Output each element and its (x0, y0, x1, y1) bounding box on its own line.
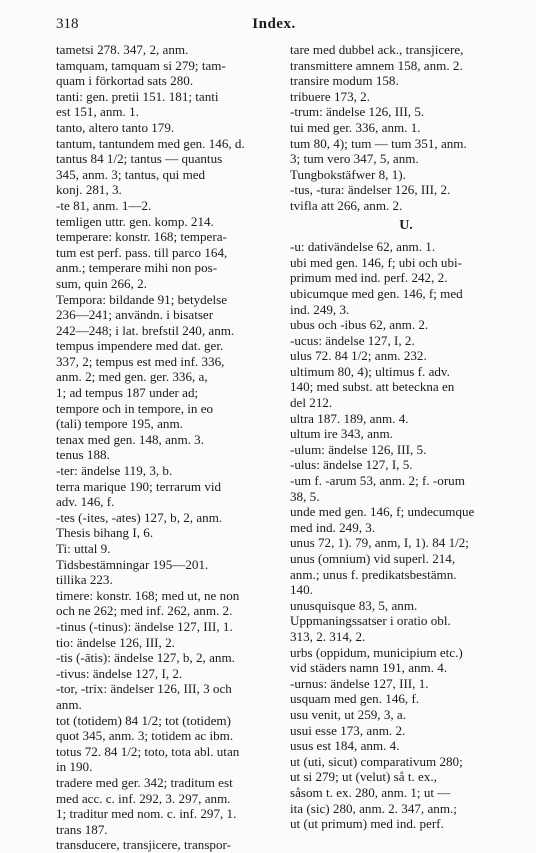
index-line: usquam med gen. 146, f. (290, 691, 420, 707)
index-line: quam i förkortad sats 280. (56, 73, 194, 89)
index-line: 1; traditur med nom. c. inf. 297, 1. (56, 806, 237, 822)
index-line: temligen uttr. gen. komp. 214. (56, 213, 214, 229)
index-line: 236—241; användn. i bisatser (56, 307, 214, 323)
index-line: usui esse 173, anm. 2. (290, 722, 406, 738)
index-line: tantum, tantundem med gen. 146, d. (56, 135, 245, 151)
index-line: -ter: ändelse 119, 3, b. (56, 463, 173, 479)
index-line: 313, 2. 314, 2. (290, 628, 366, 644)
left-column (56, 42, 288, 853)
index-line: 140; med subst. att beteckna en (290, 379, 455, 395)
index-line: -tinus (-tinus): ändelse 127, III, 1. (56, 618, 233, 634)
index-line: tempore och in tempore, in eo (56, 400, 214, 416)
index-line: tradere med ger. 342; traditum est (56, 774, 233, 790)
index-line: sum, quin 266, 2. (56, 275, 147, 291)
index-line: del 212. (290, 395, 333, 411)
index-line: (tali) tempore 195, anm. (56, 416, 183, 432)
index-line: vid städers namn 191, anm. 4. (290, 660, 448, 676)
index-line: anm. 2; med gen. ger. 336, a, (56, 369, 208, 385)
index-line: och ne 262; med inf. 262, anm. 2. (56, 603, 233, 619)
index-line: tio: ändelse 126, III, 2. (56, 634, 175, 650)
index-line: tanto, altero tanto 179. (56, 119, 175, 135)
index-line: Tidsbestämningar 195—201. (56, 556, 209, 572)
index-line: med ind. 249, 3. (290, 519, 376, 535)
index-line: -ucus: ändelse 127, I, 2. (290, 332, 415, 348)
index-line: ita (sic) 280, anm. 2. 347, anm.; (290, 800, 457, 816)
index-line: med acc. c. inf. 292, 3. 297, anm. (56, 790, 231, 806)
index-line: timere: konstr. 168; med ut, ne non (56, 587, 240, 603)
index-line: -tus, -tura: ändelser 126, III, 2. (290, 182, 451, 198)
index-line: -ulus: ändelse 127, I, 5. (290, 457, 413, 473)
index-line: tot (totidem) 84 1/2; tot (totidem) (56, 712, 231, 728)
index-line: adv. 146, f. (56, 494, 115, 510)
index-line: tenax med gen. 148, anm. 3. (56, 431, 204, 447)
index-line: anm. (56, 696, 82, 712)
index-line: trans 187. (56, 821, 108, 837)
index-line: -tor, -trix: ändelser 126, III, 3 och (56, 681, 232, 697)
index-line: Uppmaningssatser i oratio obl. (290, 613, 451, 629)
index-line: ulus 72. 84 1/2; anm. 232. (290, 348, 427, 364)
index-line: Tempora: bildande 91; betydelse (56, 291, 228, 307)
page-header (56, 14, 492, 36)
index-line: ut (ut primum) med ind. perf. (290, 816, 444, 832)
index-line: ut si 279; ut (velut) så t. ex., (290, 769, 437, 785)
index-line: tempus impendere med dat. ger. (56, 338, 224, 354)
index-line: unus 72, 1). 79, anm, I, 1). 84 1/2; (290, 535, 469, 551)
page-title: Index. (252, 16, 296, 32)
index-line: est 151, anm. 1. (56, 104, 139, 120)
right-column-top (290, 42, 522, 214)
index-line: quot 345, anm. 3; totidem ac ibm. (56, 728, 234, 744)
index-line: -tivus: ändelse 127, I, 2. (56, 665, 183, 681)
index-line: -u: dativändelse 62, anm. 1. (290, 239, 436, 255)
index-line: tanti: gen. pretii 151. 181; tanti (56, 88, 219, 104)
index-line: usus est 184, anm. 4. (290, 738, 400, 754)
index-line: urbs (oppidum, municipium etc.) (290, 644, 463, 660)
index-line: 337, 2; tempus est med inf. 336, (56, 353, 225, 369)
index-line: Thesis bihang I, 6. (56, 525, 154, 541)
index-line: 345, anm. 3; tantus, qui med (56, 166, 206, 182)
index-line: tum est perf. pass. till parco 164, (56, 244, 228, 260)
index-line: tribuere 173, 2. (290, 88, 370, 104)
index-line: 1; ad tempus 187 under ad; (56, 385, 199, 401)
index-line: primum med ind. perf. 242, 2. (290, 270, 448, 286)
index-line: 3; tum vero 347, 5, anm. (290, 151, 419, 167)
index-line: anm.; temperare mihi non pos- (56, 260, 218, 276)
index-line: Ti: uttal 9. (56, 541, 111, 556)
right-column-bottom (290, 239, 522, 832)
index-line: tamquam, tamquam si 279; tam- (56, 57, 226, 73)
index-line: ubus och -ibus 62, anm. 2. (290, 317, 429, 333)
index-line: -urnus: ändelse 127, III, 1. (290, 675, 429, 691)
index-line: tenus 188. (56, 447, 110, 463)
index-line: Tungbokstäfwer 8, 1). (290, 166, 406, 182)
index-line: -tis (-ātis): ändelse 127, b, 2, anm. (56, 650, 235, 666)
right-column (290, 42, 522, 832)
index-line: ultimum 80, 4); ultimus f. adv. (290, 363, 450, 379)
index-line: tum 80, 4); tum — tum 351, anm. (290, 135, 467, 151)
index-line: unus (omnium) vid superl. 214, (290, 551, 456, 566)
index-line: såsom t. ex. 280, anm. 1; ut — (290, 784, 451, 800)
index-line: ultum ire 343, anm. (290, 426, 393, 442)
index-line: totus 72. 84 1/2; toto, tota abl. utan (56, 743, 240, 759)
index-line: -trum: ändelse 126, III, 5. (290, 104, 425, 120)
index-line: unusquisque 83, 5, anm. (290, 597, 418, 613)
index-line: ubi med gen. 146, f; ubi och ubi- (290, 254, 463, 270)
index-line: 38, 5. (290, 488, 320, 504)
index-line: usu venit, ut 259, 3, a. (290, 706, 407, 722)
index-line: anm.; unus f. predikatsbestämn. (290, 566, 457, 582)
index-line: -um f. -arum 53, anm. 2; f. -orum (290, 473, 465, 489)
index-line: transmittere amnem 158, anm. 2. (290, 57, 463, 73)
index-line: temperare: konstr. 168; tempera- (56, 229, 227, 245)
index-line: ind. 249, 3. (290, 301, 350, 317)
index-line: -ulum: ändelse 126, III, 5. (290, 441, 427, 457)
index-line: tametsi 278. 347, 2, anm. (56, 42, 189, 57)
index-line: ut (uti, sicut) comparativum 280; (290, 753, 463, 769)
index-line: tvifla att 266, anm. 2. (290, 197, 403, 213)
section-letter: U. (399, 217, 413, 233)
index-line: transducere, transjicere, transpor- (56, 837, 231, 853)
index-line: ubicumque med gen. 146, f; med (290, 285, 463, 301)
index-line: ultra 187. 189, anm. 4. (290, 410, 409, 426)
index-line: unde med gen. 146, f; undecumque (290, 504, 475, 520)
index-line: konj. 281, 3. (56, 182, 122, 198)
index-line: 140. (290, 582, 313, 598)
index-line: tare med dubbel ack., transjicere, (290, 42, 464, 57)
index-line: terra marique 190; terrarum vid (56, 478, 222, 494)
index-line: tantus 84 1/2; tantus — quantus (56, 151, 223, 167)
index-line: 242—248; i lat. brefstil 240, anm. (56, 322, 235, 338)
index-line: tui med ger. 336, anm. 1. (290, 119, 421, 135)
index-line: -te 81, anm. 1—2. (56, 197, 152, 213)
index-line: transire modum 158. (290, 73, 399, 89)
page-number: 318 (56, 16, 79, 32)
index-line: in 190. (56, 759, 93, 775)
index-line: -tes (-ites, -ates) 127, b, 2, anm. (56, 509, 223, 525)
index-line: tillika 223. (56, 572, 113, 588)
